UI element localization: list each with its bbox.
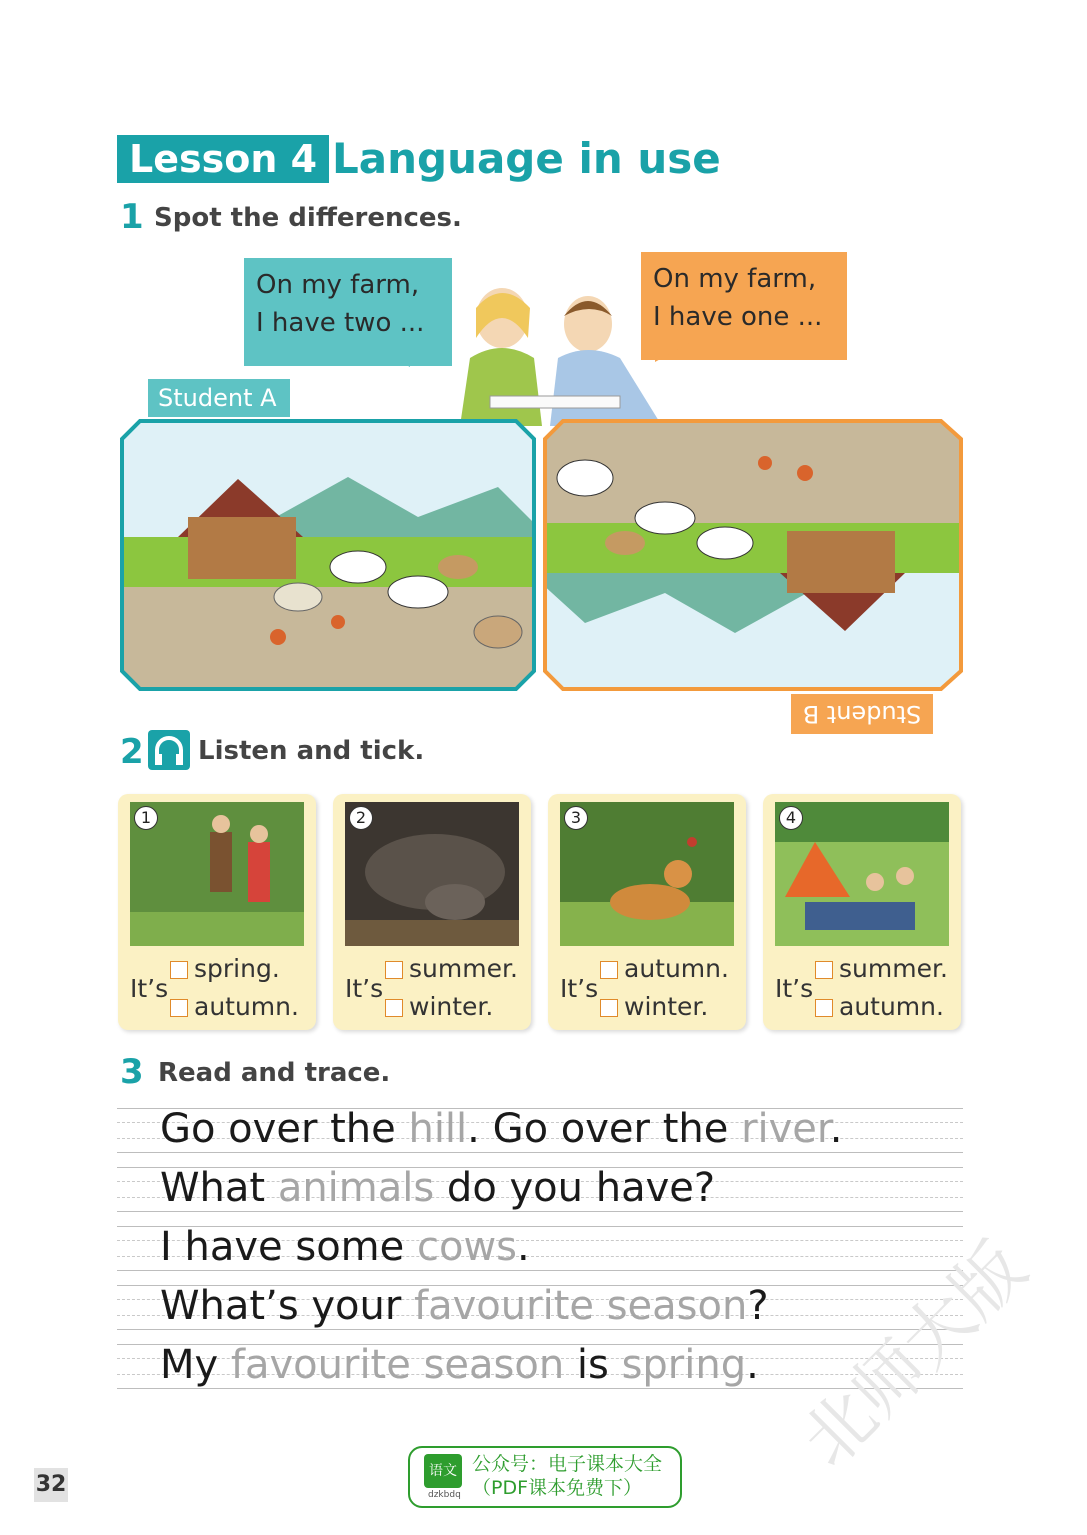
text: My [160, 1342, 231, 1388]
text: I have some [160, 1224, 417, 1270]
section-3-heading: Read and trace. [158, 1058, 391, 1088]
text: is [564, 1342, 622, 1388]
checkbox[interactable] [600, 961, 618, 979]
card-2-its: It’s [345, 974, 384, 1003]
children-illustration [430, 278, 670, 426]
card-1-option-2[interactable] [170, 992, 299, 1021]
section-2-heading: Listen and tick. [198, 736, 425, 766]
listen-card-1 [118, 794, 316, 1030]
option-label: spring. [194, 954, 280, 983]
text: . [746, 1342, 759, 1388]
headphones-icon[interactable] [148, 730, 190, 770]
section-1-number: 1 [120, 197, 144, 237]
text: . Go over the [467, 1106, 742, 1152]
option-label: autumn. [624, 954, 729, 983]
student-a-label: Student A [148, 379, 290, 417]
listen-card-3 [548, 794, 746, 1030]
student-b-label: Student B [791, 694, 933, 734]
card-3-option-2[interactable] [600, 992, 708, 1021]
trace-sentence-5 [160, 1342, 759, 1388]
trace-word: favourite season [414, 1283, 748, 1329]
text: What [160, 1165, 278, 1211]
text: Go over the [160, 1106, 409, 1152]
speech-bubble-a [244, 258, 452, 366]
card-2-option-1[interactable] [385, 954, 518, 983]
bubble-b-line-2: I have one ... [653, 302, 823, 332]
trace-sentence-4 [160, 1283, 769, 1329]
trace-sentence-2 [160, 1165, 715, 1211]
trace-sentence-1 [160, 1106, 842, 1152]
bubble-a-line-2: I have two ... [256, 308, 425, 338]
option-label: autumn. [194, 992, 299, 1021]
card-4-option-2[interactable] [815, 992, 944, 1021]
trace-sentence-3 [160, 1224, 530, 1270]
listen-card-2 [333, 794, 531, 1030]
text: . [829, 1106, 843, 1152]
checkbox[interactable] [385, 999, 403, 1017]
wechat-watermark-badge [408, 1446, 682, 1508]
trace-word: favourite season [230, 1342, 565, 1388]
option-label: winter. [409, 992, 494, 1021]
lesson-title: Language in use [332, 134, 721, 183]
text: . [517, 1224, 530, 1270]
trace-word: river [741, 1106, 830, 1152]
trace-word: cows [416, 1224, 518, 1270]
card-1-option-1[interactable] [170, 954, 280, 983]
trace-word: spring [621, 1342, 747, 1388]
card-3-its: It’s [560, 974, 599, 1003]
bubble-b-line-1: On my farm, [653, 264, 817, 294]
text: ? [747, 1283, 769, 1329]
option-label: summer. [839, 954, 948, 983]
card-1-its: It’s [130, 974, 169, 1003]
badge-line-1: 公众号：电子课本大全 [472, 1453, 663, 1475]
section-2-number: 2 [120, 732, 144, 772]
publisher-watermark: 北师大版 [785, 1226, 1042, 1483]
card-4-option-1[interactable] [815, 954, 948, 983]
checkbox[interactable] [600, 999, 618, 1017]
checkbox[interactable] [170, 961, 188, 979]
farm-picture-a [118, 417, 538, 693]
card-2-option-2[interactable] [385, 992, 493, 1021]
card-2-number: 2 [349, 806, 373, 830]
trace-word: hill [408, 1106, 468, 1152]
option-label: winter. [624, 992, 709, 1021]
card-4-its: It’s [775, 974, 814, 1003]
bubble-a-line-1: On my farm, [256, 270, 420, 300]
bubble-a-tail [370, 345, 415, 370]
trace-word: animals [277, 1165, 435, 1211]
checkbox[interactable] [170, 999, 188, 1017]
card-4-number: 4 [779, 806, 803, 830]
page-number: 32 [34, 1468, 68, 1502]
section-1-heading: Spot the differences. [154, 203, 462, 233]
card-1-number: 1 [134, 806, 158, 830]
card-3-option-1[interactable] [600, 954, 729, 983]
text: do you have? [434, 1165, 716, 1211]
section-3-number: 3 [120, 1052, 144, 1092]
badge-line-2: （PDF课本免费下） [472, 1477, 643, 1499]
option-label: autumn. [839, 992, 944, 1021]
text: What’s your [160, 1283, 415, 1329]
card-3-number: 3 [564, 806, 588, 830]
lesson-number-box: Lesson 4 [117, 135, 329, 183]
book-icon: 语文 [424, 1454, 462, 1488]
farm-picture-b [541, 417, 965, 693]
checkbox[interactable] [385, 961, 403, 979]
checkbox[interactable] [815, 961, 833, 979]
option-label: summer. [409, 954, 518, 983]
checkbox[interactable] [815, 999, 833, 1017]
badge-small-text: dzkbdq [428, 1490, 461, 1500]
listen-card-4 [763, 794, 961, 1030]
